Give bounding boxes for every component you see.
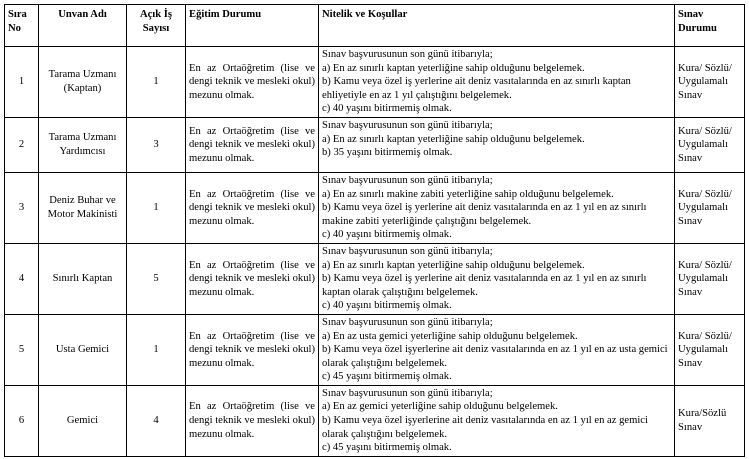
qualification-line: c) 45 yaşını bitirmemiş olmak. xyxy=(322,442,452,454)
row-number: 1 xyxy=(5,47,39,118)
row-number: 2 xyxy=(5,117,39,172)
table-row xyxy=(5,314,745,385)
document-page xyxy=(4,4,745,457)
row-number: 4 xyxy=(5,243,39,314)
education-requirement: En az Ortaöğretim (lise ve dengi teknik ve mesleki okul) mezunu olmak. xyxy=(186,117,319,172)
qualification-line: b) Kamu veya özel işyerlerine ait deniz vasıtalarında en az 1 yıl en az gemici olarak çalıştığını belgelemek. xyxy=(322,415,648,440)
exam-type: Kura/ Sözlü/ Uygulamalı Sınav xyxy=(675,172,745,243)
education-requirement: En az Ortaöğretim (lise ve dengi teknik ve mesleki okul) mezunu olmak. xyxy=(186,314,319,385)
qualification-line: a) En az usta gemici yeterliğine sahip olduğunu belgelemek. xyxy=(322,330,578,342)
qualification-line: Sınav başvurusunun son günü itibarıyla; xyxy=(322,316,493,328)
table-row xyxy=(5,243,745,314)
position-title: Sınırlı Kaptan xyxy=(39,243,127,314)
qualification-line: b) Kamu veya özel işyerlerine ait deniz vasıtalarında en az 1 yıl en az usta gemici olarak çalıştığını belgelemek. xyxy=(322,344,668,369)
exam-type: Kura/ Sözlü/ Uygulamalı Sınav xyxy=(675,243,745,314)
exam-type: Kura/ Sözlü/ Uygulamalı Sınav xyxy=(675,314,745,385)
header-row xyxy=(5,5,745,47)
qualification-line: b) Kamu veya özel iş yerlerine ait deniz vasıtalarında en az 1 yıl en az sınırlı makine zabiti yeterliğinde çalıştığını belgelemek. xyxy=(322,202,647,227)
position-count: 1 xyxy=(127,314,186,385)
exam-type: Kura/ Sözlü/ Uygulamalı Sınav xyxy=(675,117,745,172)
job-listing-table xyxy=(4,4,745,457)
header-sinav: Sınav Durumu xyxy=(675,5,745,47)
qualification-line: a) En az sınırlı makine zabiti yeterliğine sahip olduğunu belgelemek. xyxy=(322,188,614,200)
header-nitelik: Nitelik ve Koşullar xyxy=(319,5,675,47)
row-number: 5 xyxy=(5,314,39,385)
header-egitim: Eğitim Durumu xyxy=(186,5,319,47)
qualifications xyxy=(319,117,675,172)
qualification-line: c) 40 yaşını bitirmemiş olmak. xyxy=(322,229,452,241)
qualification-line: c) 40 yaşını bitirmemiş olmak. xyxy=(322,103,452,115)
qualifications xyxy=(319,47,675,118)
education-requirement: En az Ortaöğretim (lise ve dengi teknik ve mesleki okul) mezunu olmak. xyxy=(186,47,319,118)
education-requirement: En az Ortaöğretim (lise ve dengi teknik ve mesleki okul) mezunu olmak. xyxy=(186,172,319,243)
qualification-line: Sınav başvurusunun son günü itibarıyla; xyxy=(322,119,493,131)
exam-type: Kura/ Sözlü/ Uygulamalı Sınav xyxy=(675,47,745,118)
exam-type: Kura/Sözlü Sınav xyxy=(675,385,745,456)
qualification-line: a) En az gemici yeterliğine sahip olduğunu belgelemek. xyxy=(322,401,558,413)
table-row xyxy=(5,47,745,118)
position-count: 1 xyxy=(127,47,186,118)
qualifications xyxy=(319,243,675,314)
row-number: 3 xyxy=(5,172,39,243)
qualifications xyxy=(319,314,675,385)
qualification-line: b) 35 yaşını bitirmemiş olmak. xyxy=(322,147,453,159)
position-count: 5 xyxy=(127,243,186,314)
header-acik-is: Açık İş Sayısı xyxy=(127,5,186,47)
position-count: 1 xyxy=(127,172,186,243)
position-title: Deniz Buhar ve Motor Makinisti xyxy=(39,172,127,243)
qualifications xyxy=(319,385,675,456)
qualification-line: a) En az sınırlı kaptan yeterliğine sahip olduğunu belgelemek. xyxy=(322,259,585,271)
header-sira-no: Sıra No xyxy=(5,5,39,47)
qualification-line: Sınav başvurusunun son günü itibarıyla; xyxy=(322,49,493,60)
position-title: Gemici xyxy=(39,385,127,456)
header-unvan: Unvan Adı xyxy=(39,5,127,47)
qualification-line: Sınav başvurusunun son günü itibarıyla; xyxy=(322,387,493,399)
position-count: 3 xyxy=(127,117,186,172)
position-title: Tarama Uzmanı (Kaptan) xyxy=(39,47,127,118)
qualifications xyxy=(319,172,675,243)
table-row xyxy=(5,172,745,243)
education-requirement: En az Ortaöğretim (lise ve dengi teknik ve mesleki okul) mezunu olmak. xyxy=(186,385,319,456)
table-row xyxy=(5,117,745,172)
table-row xyxy=(5,385,745,456)
qualification-line: b) Kamu veya özel iş yerlerine ait deniz vasıtalarında en az sınırlı kaptan ehliyetiyle en az 1 yıl çalıştığını belgelemek. xyxy=(322,76,631,101)
qualification-line: c) 45 yaşını bitirmemiş olmak. xyxy=(322,371,452,383)
qualification-line: Sınav başvurusunun son günü itibarıyla; xyxy=(322,174,493,186)
position-title: Tarama Uzmanı Yardımcısı xyxy=(39,117,127,172)
qualification-line: a) En az sınırlı kaptan yeterliğine sahip olduğunu belgelemek. xyxy=(322,62,585,74)
qualification-line: b) Kamu veya özel iş yerlerine ait deniz vasıtalarında en az 1 yıl en az sınırlı kaptan olarak çalıştığını belgelemek. xyxy=(322,273,647,298)
position-title: Usta Gemici xyxy=(39,314,127,385)
row-number: 6 xyxy=(5,385,39,456)
qualification-line: c) 40 yaşını bitirmemiş olmak. xyxy=(322,300,452,312)
qualification-line: Sınav başvurusunun son günü itibarıyla; xyxy=(322,245,493,257)
qualification-line: a) En az sınırlı kaptan yeterliğine sahip olduğunu belgelemek. xyxy=(322,133,585,145)
position-count: 4 xyxy=(127,385,186,456)
education-requirement: En az Ortaöğretim (lise ve dengi teknik ve mesleki okul) mezunu olmak. xyxy=(186,243,319,314)
